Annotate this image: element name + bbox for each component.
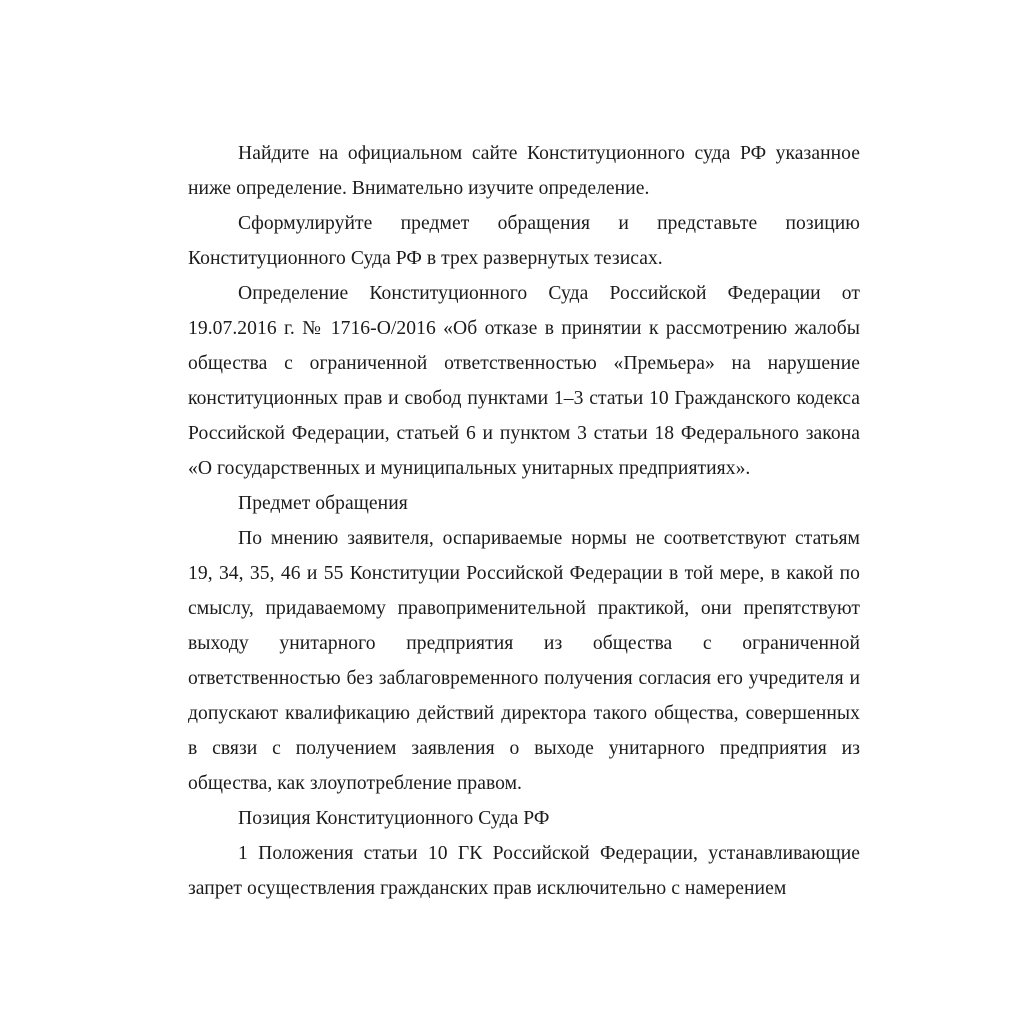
document-text-column <box>188 136 860 906</box>
paragraph-task-formulate: Сформулируйте предмет обращения и представьте позицию Конституционного Суда РФ в трех развернутых тезисах. <box>188 213 860 269</box>
paragraph-ruling-citation: Определение Конституционного Суда Российской Федерации от 19.07.2016 г. № 1716-О/2016 «Об отказе в принятии к рассмотрению жалобы общества с ограниченной ответственностью «Премьера» на нарушение конституционных прав и свобод пунктами 1–3 статьи 10 Гражданского кодекса Российской Федерации, статьей 6 и пунктом 3 статьи 18 Федерального закона «О государственных и муниципальных унитарных предприятиях». <box>188 283 860 479</box>
paragraph-subject-body: По мнению заявителя, оспариваемые нормы не соответствуют статьям 19, 34, 35, 46 и 55 Конституции Российской Федерации в той мере, в какой по смыслу, придаваемому правоприменительной практикой, они препятствуют выходу унитарного предприятия из общества с ограниченной ответственностью без заблаговременного получения согласия его учредителя и допускают квалификацию действий директора такого общества, совершенных в связи с получением заявления о выходе унитарного предприятия из общества, как злоупотребление правом. <box>188 528 860 794</box>
paragraph-position-thesis-1: 1 Положения статьи 10 ГК Российской Федерации, устанавливающие запрет осуществления гражданских прав исключительно с намерением <box>188 843 860 899</box>
heading-subject-of-appeal: Предмет обращения <box>238 493 408 514</box>
heading-court-position: Позиция Конституционного Суда РФ <box>238 808 550 829</box>
paragraph-task-find: Найдите на официальном сайте Конституционного суда РФ указанное ниже определение. Внимательно изучите определение. <box>188 143 860 199</box>
